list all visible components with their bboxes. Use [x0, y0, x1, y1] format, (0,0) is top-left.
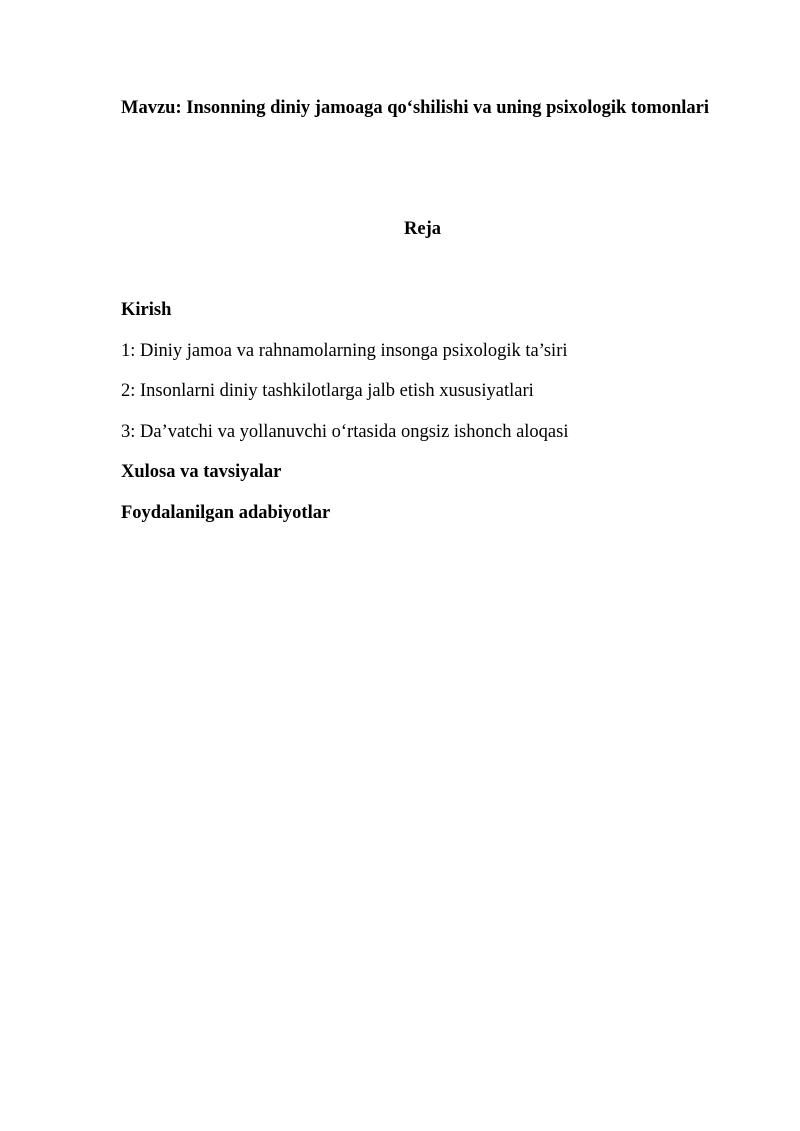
- plan-heading: Reja: [404, 219, 441, 239]
- plan-item-3: 3: Da’vatchi va yollanuvchi o‘rtasida ongsiz ishonch aloqasi: [121, 422, 569, 442]
- plan-item-1: 1: Diniy jamoa va rahnamolarning insonga psixologik ta’siri: [121, 341, 568, 361]
- plan-item-introduction: Kirish: [121, 300, 172, 320]
- document-title: Mavzu: Insonning diniy jamoaga qo‘shilishi va uning psixologik tomonlari: [121, 98, 710, 118]
- plan-item-conclusion: Xulosa va tavsiyalar: [121, 462, 282, 482]
- plan-item-references: Foydalanilgan adabiyotlar: [121, 503, 331, 523]
- plan-item-2: 2: Insonlarni diniy tashkilotlarga jalb etish xususiyatlari: [121, 381, 534, 401]
